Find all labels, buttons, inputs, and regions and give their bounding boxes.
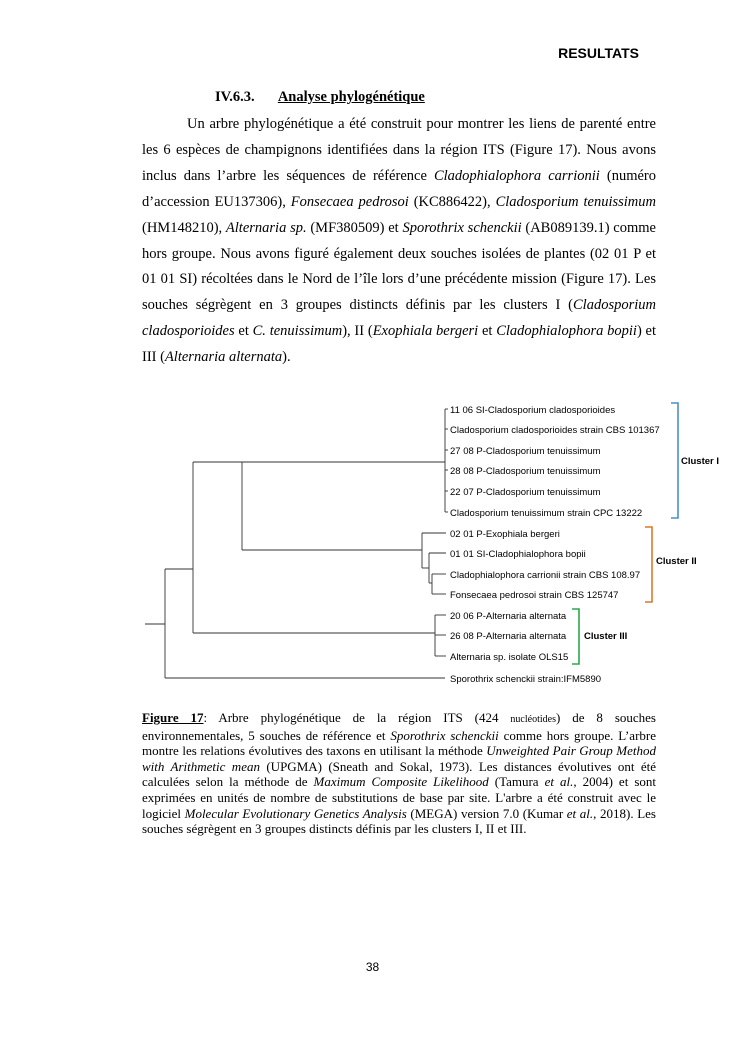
species-name: Cladophialophora bopii — [496, 323, 637, 340]
text-run: , 2018). Les souches ségrègent en 3 groupes distincts définis par les clusters I, II et III. — [142, 805, 656, 837]
text-run: (UPGMA) (Sneath and Sokal, 1973). Les distances évolutives ont été calculées selon la méthode de — [142, 758, 656, 790]
body-paragraph — [142, 112, 656, 371]
species-name: Alternaria alternata — [164, 349, 283, 366]
software-name: Molecular Evolutionary Genetics Analysis — [184, 805, 407, 821]
method-name: Maximum Composite Likelihood — [313, 774, 489, 790]
text-run: comme hors groupe. L’arbre montre les relations évolutives des taxons en utilisant la méthode — [142, 727, 656, 759]
text-run: : Arbre phylogénétique de la région ITS (424 — [203, 710, 511, 725]
section-title: Analyse phylogénétique — [277, 89, 425, 105]
figure-caption — [142, 710, 656, 837]
species-name: Sporothrix schenckii — [390, 727, 499, 743]
phylogenetic-tree — [140, 393, 740, 693]
cluster-3-label: Cluster III — [584, 631, 628, 642]
citation-etal: et al. — [566, 805, 594, 821]
text-run: (HM148210), — [142, 219, 226, 236]
species-name: Exophiala bergeri — [372, 323, 479, 340]
leaf-label: 22 07 P-Cladosporium tenuissimum — [450, 487, 601, 498]
leaf-label: 28 08 P-Cladosporium tenuissimum — [450, 466, 601, 477]
text-run: (AB089139.1) comme hors groupe. Nous avons figuré également deux souches isolées de plantes (02 01 P et 01 01 SI) récoltées dans le Nord de l’île lors d’une précédente mission (Figure 17). Les souches ségrègent en 3 groupes distincts définis par les clusters I ( — [142, 219, 656, 314]
species-name: Cladosporium cladosporioides — [142, 297, 656, 340]
section-number: IV.6.3. — [215, 89, 255, 105]
cluster-2-label: Cluster II — [656, 556, 697, 567]
cluster-2-bracket — [645, 527, 652, 602]
method-name: Unweighted Pair Group Method with Arithmetic mean — [142, 743, 656, 774]
text-run: et — [478, 323, 497, 340]
species-name: Cladosporium tenuissimum — [495, 193, 656, 210]
text-run: , 2004) et sont exprimées en unités de nombre de substitutions de base par site. L'arbre a été construit avec le logiciel — [142, 774, 656, 821]
phylogenetic-tree-figure — [140, 393, 740, 693]
citation-etal: et al. — [544, 774, 574, 790]
leaf-label: Fonsecaea pedrosoi strain CBS 125747 — [450, 590, 619, 601]
species-name: Sporothrix schenckii — [402, 219, 522, 236]
text-run: ) et III ( — [142, 323, 656, 366]
text-run: Un arbre phylogénétique a été construit pour montrer les liens de parenté entre les 6 espèces de champignons identifiées dans la région ITS (Figure 17). Nous avons inclus dans l’arbre les séquences de référence — [142, 116, 656, 184]
cluster-1-label: Cluster I — [681, 456, 720, 467]
text-run: (MEGA) version 7.0 (Kumar — [406, 805, 567, 821]
leaf-label: 26 08 P-Alternaria alternata — [450, 631, 567, 642]
leaf-label: 11 06 SI-Cladosporium cladosporioides — [450, 405, 616, 416]
tree-branches — [145, 409, 448, 678]
section-heading — [215, 89, 425, 106]
cluster-3-bracket — [572, 609, 579, 664]
text-run: (MF380509) et — [306, 219, 403, 236]
chapter-header: RESULTATS — [558, 45, 639, 61]
page-number: 38 — [365, 960, 380, 974]
species-name: C. tenuissimum — [252, 323, 343, 340]
leaf-label: Alternaria sp. isolate OLS15 — [450, 652, 569, 663]
leaf-label: Cladosporium tenuissimum strain CPC 13222 — [450, 508, 643, 519]
leaf-label: Sporothrix schenckii strain:IFM5890 — [450, 674, 602, 685]
text-run: ) de 8 souches environnementales, 5 souches de référence et — [142, 710, 656, 743]
leaf-label: Cladophialophora carrionii strain CBS 108.97 — [450, 570, 641, 581]
text-run: et — [234, 323, 253, 340]
leaf-label: 20 06 P-Alternaria alternata — [450, 611, 567, 622]
text-run: (Tamura — [488, 774, 545, 790]
text-run: (numéro d’accession EU137306), — [142, 167, 657, 210]
leaf-labels — [450, 405, 660, 685]
leaf-label: 02 01 P-Exophiala bergeri — [450, 529, 560, 540]
figure-label: Figure 17 — [142, 710, 204, 725]
cluster-1-bracket — [671, 403, 678, 518]
text-run: ). — [282, 349, 291, 366]
leaf-label: Cladosporium cladosporioides strain CBS 101367 — [450, 425, 660, 436]
text-run: ), II ( — [342, 323, 373, 340]
species-name: Alternaria sp. — [225, 219, 307, 236]
text-run: (KC886422), — [408, 193, 496, 210]
leaf-label: 27 08 P-Cladosporium tenuissimum — [450, 446, 601, 457]
leaf-label: 01 01 SI-Cladophialophora bopii — [450, 549, 586, 560]
text-run: nucléotides — [510, 714, 556, 725]
species-name: Fonsecaea pedrosoi — [290, 193, 409, 210]
species-name: Cladophialophora carrionii — [433, 167, 600, 184]
